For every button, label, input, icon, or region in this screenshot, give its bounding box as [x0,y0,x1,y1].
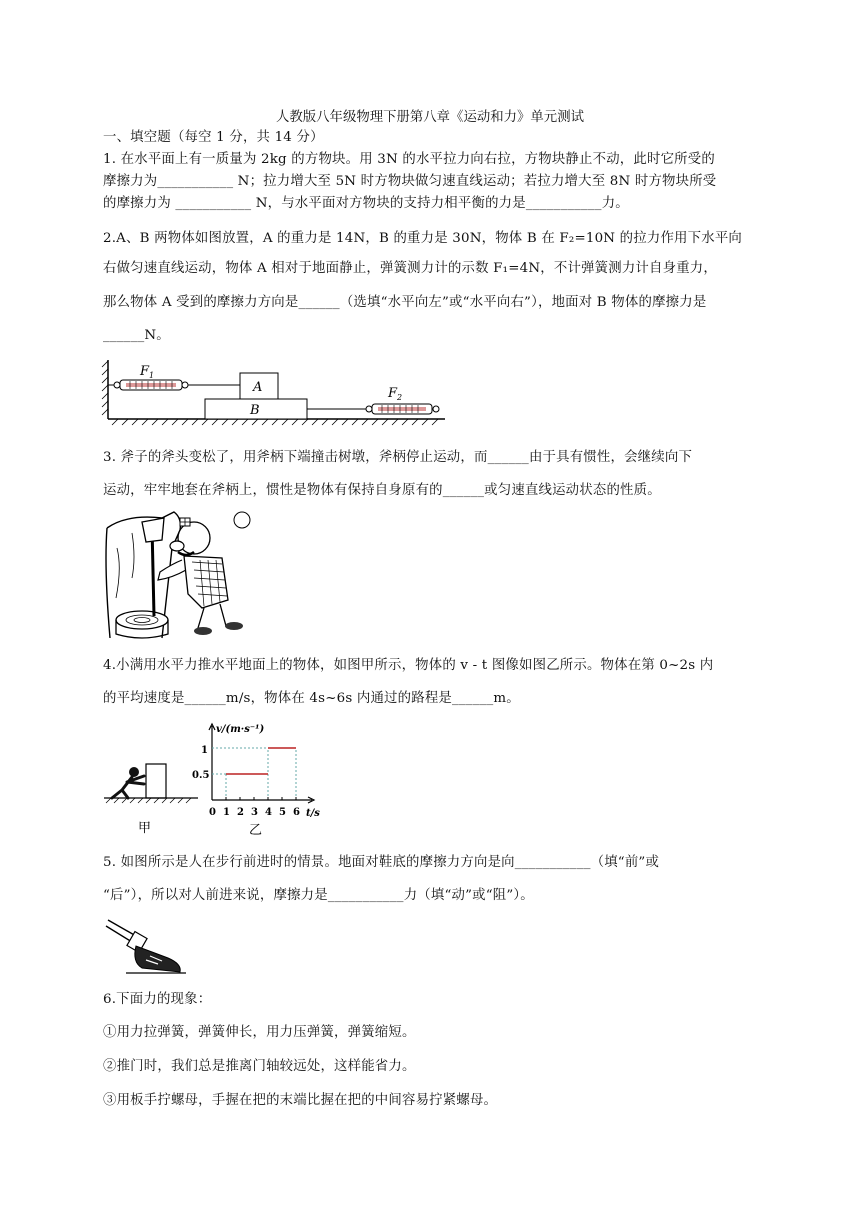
page-title: 人教版八年级物理下册第八章《运动和力》单元测试 [276,110,584,125]
axe-illustration [102,508,252,640]
q1-line-3: 的摩擦力为 ___________ N，与水平面对方物块的支持力相平衡的力是___________力。 [103,196,629,211]
f2-label-sub: 2 [397,393,403,402]
q2-figure [100,355,450,430]
walking-foot-figure [102,916,188,976]
q2-line-1: 2.A、B 两物体如图放置，A 的重力是 14N，B 的重力是 30N，物体 B 在 F₂=10N 的拉力作用下水平向 [103,231,742,246]
q6-item-2: ②推门时，我们总是推离门轴较远处，这样能省力。 [103,1059,416,1074]
y-tick-0-5: 0.5 [192,770,210,781]
x-tick-1: 1 [223,807,230,818]
f1-label-sub: 1 [149,371,155,380]
x-tick-4: 4 [265,807,272,818]
x-tick-6: 6 [293,807,300,818]
q4-line-2: 的平均速度是______m/s，物体在 4s~6s 内通过的路程是______m。 [103,691,520,706]
block-a-label: A [253,380,263,395]
x-tick-0: 0 [209,807,216,818]
svg-text:F2 [387,386,402,402]
vt-graph [188,720,328,840]
pushing-figure [102,760,202,840]
y-tick-1: 1 [201,745,208,756]
f1-label: F [140,364,150,379]
q2-line-3: 那么物体 A 受到的摩擦力方向是______（选填“水平向左”或“水平向右”），地面对 B 物体的摩擦力是 [103,295,707,310]
x-axis-label: t/s [306,808,320,819]
svg-text:F1 [139,364,154,380]
q4-line-1: 4.小满用水平力推水平地面上的物体，如图甲所示，物体的 v - t 图像如图乙所示。物体在第 0~2s 内 [103,658,714,673]
label-jia: 甲 [138,821,152,836]
y-axis-label: v/(m·s⁻¹) [216,724,265,735]
q5-line-2: “后”），所以对人前进来说，摩擦力是___________力（填“动”或“阻”）。 [103,888,534,903]
q5-line-1: 5. 如图所示是人在步行前进时的情景。地面对鞋底的摩擦力方向是向___________（填“前”或 [103,855,660,870]
q6-item-1: ①用力拉弹簧，弹簧伸长，用力压弹簧，弹簧缩短。 [103,1025,416,1040]
label-yi: 乙 [249,823,263,838]
q3-line-1: 3. 斧子的斧头变松了，用斧柄下端撞击树墩，斧柄停止运动，而______由于具有惯性，会继续向下 [103,450,693,465]
section-heading: 一、填空题（每空 1 分，共 14 分） [103,130,324,145]
x-tick-2: 2 [237,807,244,818]
f2-label: F [388,386,398,401]
q3-line-2: 运动，牢牢地套在斧柄上，惯性是物体有保持自身原有的______或匀速直线运动状态的性质。 [103,483,661,498]
q2-line-2: 右做匀速直线运动，物体 A 相对于地面静止，弹簧测力计的示数 F₁=4N，不计弹簧测力计自身重力， [103,261,717,276]
q6-intro: 6.下面力的现象： [103,992,212,1007]
block-b-label: B [250,403,260,418]
x-tick-3: 3 [251,807,258,818]
q6-item-3: ③用板手拧螺母，手握在把的末端比握在把的中间容易拧紧螺母。 [103,1093,498,1108]
x-tick-5: 5 [279,807,286,818]
q1-line-1: 1. 在水平面上有一质量为 2kg 的方物块。用 3N 的水平拉力向右拉，方物块静止不动，此时它所受的 [103,152,715,167]
q1-line-2: 摩擦力为___________ N；拉力增大至 5N 时方物块做匀速直线运动；若拉力增大至 8N 时方物块所受 [103,174,717,189]
q2-line-4: ______N。 [103,328,170,343]
